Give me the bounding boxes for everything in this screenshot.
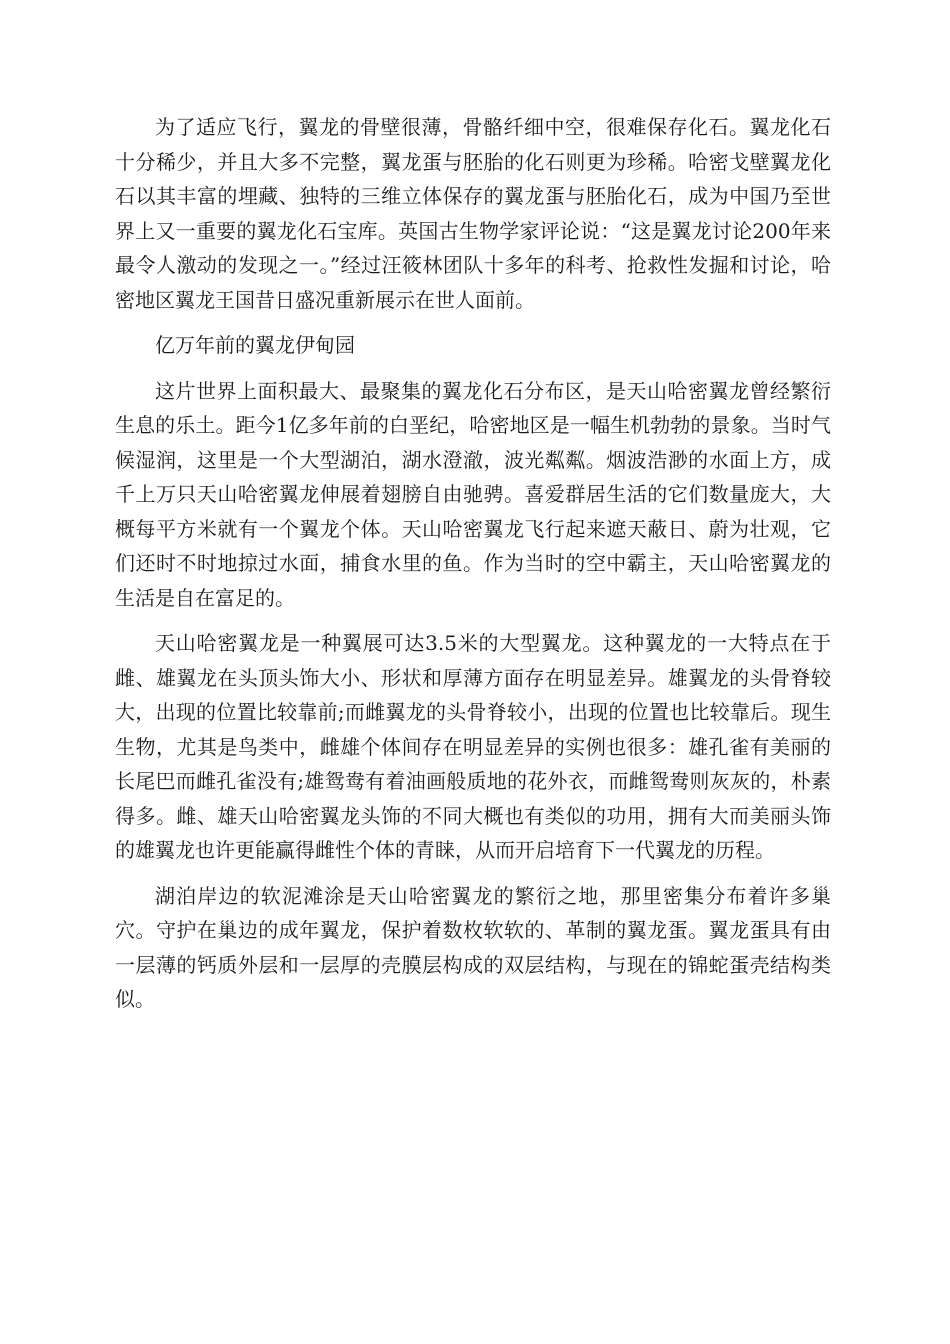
- paragraph-section-3: 湖泊岸边的软泥滩涂是天山哈密翼龙的繁衍之地，那里密集分布着许多巢穴。守护在巢边的成年翼龙，保护着数枚软软的、革制的翼龙蛋。翼龙蛋具有由一层薄的钙质外层和一层厚的壳膜层构成的双层结构，与现在的锦蛇蛋壳结构类似。: [115, 883, 831, 1011]
- paragraph-section-1: 这片世界上面积最大、最聚集的翼龙化石分布区，是天山哈密翼龙曾经繁衍生息的乐土。距今1亿多年前的白垩纪，哈密地区是一幅生机勃勃的景象。当时气候湿润，这里是一个大型湖泊，湖水澄澈，波光粼粼。烟波浩渺的水面上方，成千上万只天山哈密翼龙伸展着翅膀自由驰骋。喜爱群居生活的它们数量庞大，大概每平方米就有一个翼龙个体。天山哈密翼龙飞行起来遮天蔽日、蔚为壮观，它们还时不时地掠过水面，捕食水里的鱼。作为当时的空中霸主，天山哈密翼龙的生活是自在富足的。: [115, 378, 831, 610]
- paragraph-intro: 为了适应飞行，翼龙的骨壁很薄，骨骼纤细中空，很难保存化石。翼龙化石十分稀少，并且大多不完整，翼龙蛋与胚胎的化石则更为珍稀。哈密戈壁翼龙化石以其丰富的埋藏、独特的三维立体保存的翼龙蛋与胚胎化石，成为中国乃至世界上又一重要的翼龙化石宝库。英国古生物学家评论说：“这是翼龙讨论200年来最令人激动的发现之一。”经过汪筱林团队十多年的科考、抢救性发掘和讨论，哈密地区翼龙王国昔日盛况重新展示在世人面前。: [115, 115, 831, 312]
- section-heading: 亿万年前的翼龙伊甸园: [155, 333, 355, 357]
- paragraph-section-2: 天山哈密翼龙是一种翼展可达3.5米的大型翼龙。这种翼龙的一大特点在于雌、雄翼龙在头顶头饰大小、形状和厚薄方面存在明显差异。雄翼龙的头骨脊较大，出现的位置比较靠前;而雌翼龙的头骨脊较小，出现的位置也比较靠后。现生生物，尤其是鸟类中，雌雄个体间存在明显差异的实例也很多：雄孔雀有美丽的长尾巴而雌孔雀没有;雄鸳鸯有着油画般质地的花外衣，而雌鸳鸯则灰灰的，朴素得多。雌、雄天山哈密翼龙头饰的不同大概也有类似的功用，拥有大而美丽头饰的雄翼龙也许更能赢得雌性个体的青睐，从而开启培育下一代翼龙的历程。: [115, 631, 831, 862]
- document-page: [115, 110, 831, 1028]
